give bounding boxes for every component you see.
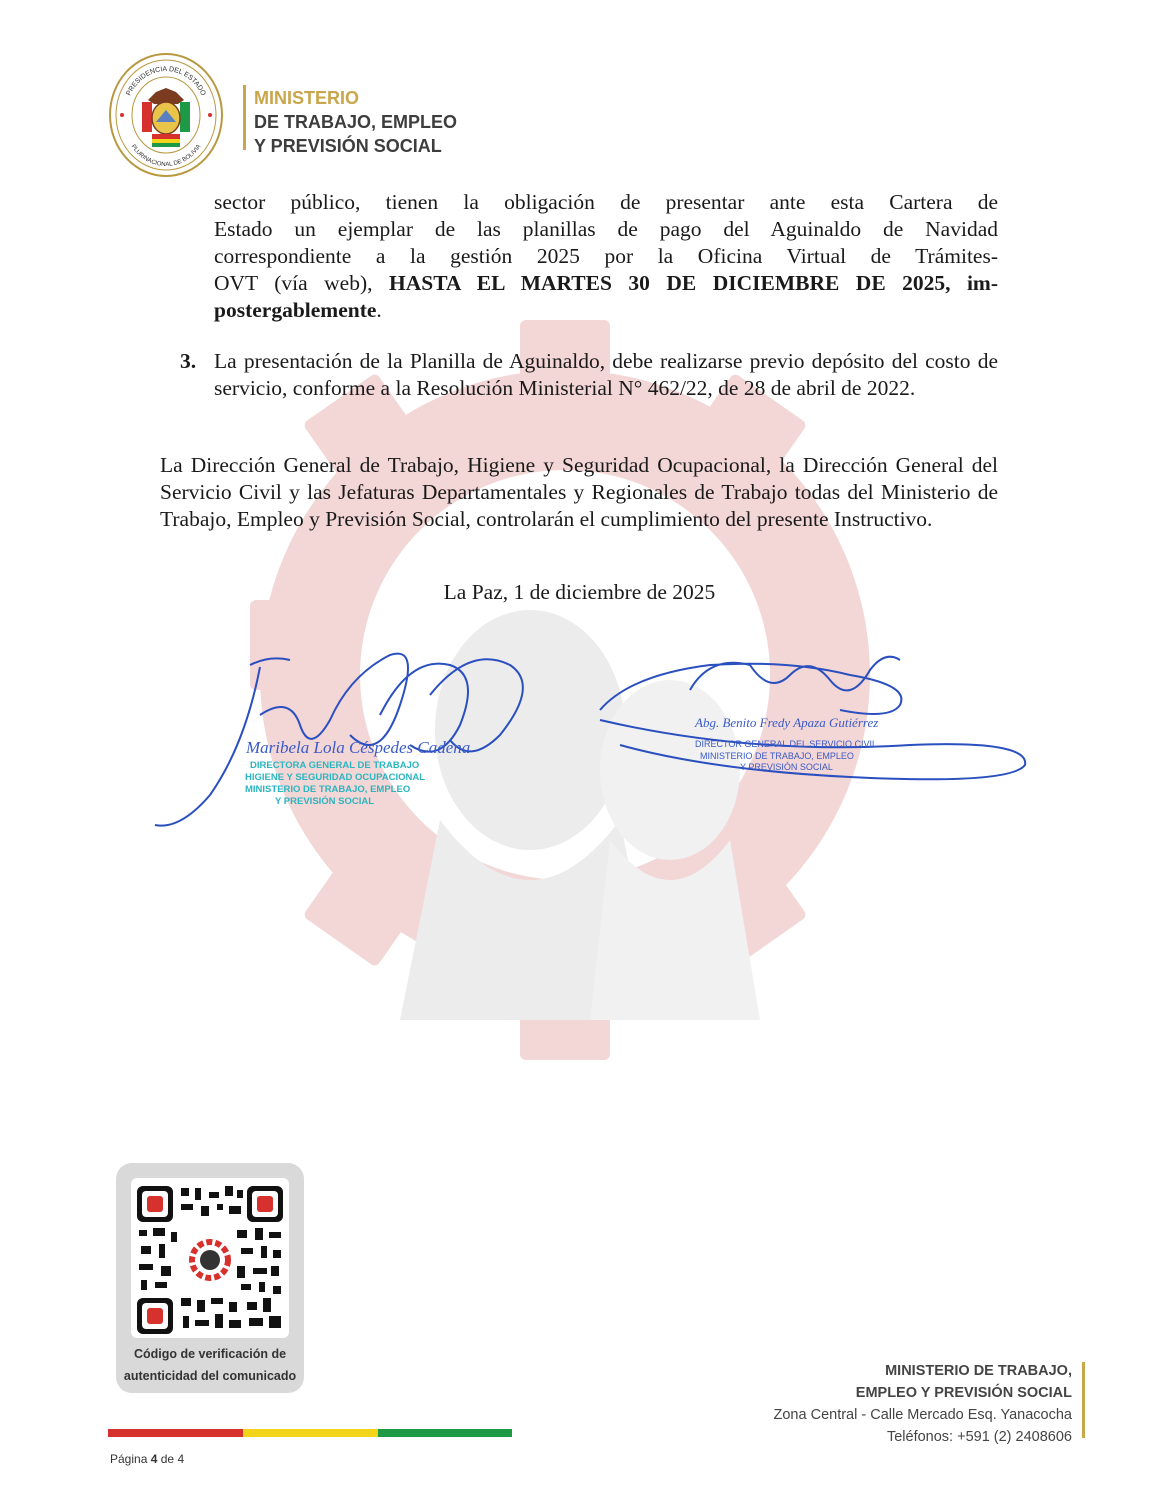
paragraph-item-3: La presentación de la Planilla de Aguinaldo, debe realizarse previo depósito del costo de servicio, conforme a la Resolución Ministerial N° 462/22, de 28 de abril de 2022.: [214, 349, 998, 400]
left-stamp-line-4: Y PREVISIÓN SOCIAL: [275, 796, 375, 807]
header-divider: [243, 85, 246, 150]
p1-line-1: sector público, tienen la obligación de presentar ante esta Cartera de: [214, 190, 998, 214]
footer-phone: Teléfonos: +591 (2) 2408606: [886, 1429, 1072, 1445]
presidential-seal-logo: [108, 52, 224, 178]
place-and-date: La Paz, 1 de diciembre de 2025: [443, 580, 716, 604]
page-label: Página: [110, 1452, 148, 1466]
paragraph-presentation-obligation: [214, 189, 998, 324]
svg-text:PLURINACIONAL DE BOLIVIA: PLURINACIONAL DE BOLIVIA: [129, 143, 203, 169]
deadline-emphasis: HASTA EL MARTES 30 DE DICIEMBRE DE 2025, im-: [388, 271, 999, 295]
qr-caption-line2: autenticidad del comunicado: [123, 1369, 297, 1383]
right-stamp-line-3: Y PREVISIÓN SOCIAL: [740, 762, 833, 772]
svg-text:PRESIDENCIA DEL ESTADO: PRESIDENCIA DEL ESTADO: [125, 65, 207, 97]
flag-stripe-red: [108, 1429, 243, 1437]
qr-code[interactable]: [137, 1186, 283, 1334]
ministry-header-line3: Y PREVISIÓN SOCIAL: [254, 136, 442, 156]
ministry-header-line1: MINISTERIO: [254, 88, 360, 108]
p1-line-4-text: OVT (vía web),: [214, 271, 389, 295]
flag-stripe-yellow: [243, 1429, 378, 1437]
p1-line-5-end: .: [376, 298, 382, 322]
footer-address: Zona Central - Calle Mercado Esq. Yanacocha: [773, 1407, 1072, 1423]
qr-caption-line1: Código de verificación de: [133, 1347, 287, 1361]
signatures-area: [150, 635, 1050, 835]
right-signatory-name: Abg. Benito Fredy Apaza Gutiérrez: [695, 715, 879, 730]
left-signatory-name: Maribela Lola Céspedes Cadena: [246, 738, 471, 757]
left-stamp-line-2: HIGIENE Y SEGURIDAD OCUPACIONAL: [245, 772, 425, 783]
page-current: 4: [150, 1452, 158, 1466]
left-stamp-line-3: MINISTERIO DE TRABAJO, EMPLEO: [245, 784, 411, 795]
footer-ministry-line1: MINISTERIO DE TRABAJO,: [885, 1363, 1072, 1379]
qr-caption: [116, 1343, 304, 1387]
ministry-header: [254, 86, 457, 158]
item-number-3: 3.: [180, 349, 197, 373]
ministry-header-line2: DE TRABAJO, EMPLEO: [254, 112, 458, 132]
page-sep: de: [160, 1452, 175, 1466]
p1-line-5: [214, 297, 998, 324]
flag-stripe-green: [378, 1429, 512, 1437]
p1-line-2: Estado un ejemplar de las planillas de pago del Aguinaldo de Navidad: [214, 217, 998, 241]
left-stamp-line-1: DIRECTORA GENERAL DE TRABAJO: [250, 760, 420, 771]
page-total: 4: [177, 1452, 185, 1466]
p1-line-4: [214, 270, 998, 297]
page-number: [110, 1452, 184, 1466]
footer-divider: [1082, 1362, 1085, 1438]
p1-line-3: correspondiente a la gestión 2025 por la Oficina Virtual de Trámites-: [214, 244, 998, 268]
paragraph-compliance-control: La Dirección General de Trabajo, Higiene y Seguridad Ocupacional, la Dirección General del Servicio Civil y las Jefaturas Departamentales y Regionales de Trabajo todas del Ministerio de Trabajo, Empleo y Previsión Social, controlarán el cumplimiento del presente Instructivo.: [160, 453, 998, 531]
footer-contact: [700, 1360, 1072, 1448]
right-stamp-line-2: MINISTERIO DE TRABAJO, EMPLEO: [700, 751, 854, 761]
deadline-emphasis-end: postergablemente: [214, 298, 377, 322]
right-stamp-line-1: DIRECTOR GENERAL DEL SERVICIO CIVIL: [695, 739, 878, 749]
footer-ministry-line2: EMPLEO Y PREVISIÓN SOCIAL: [855, 1385, 1072, 1401]
